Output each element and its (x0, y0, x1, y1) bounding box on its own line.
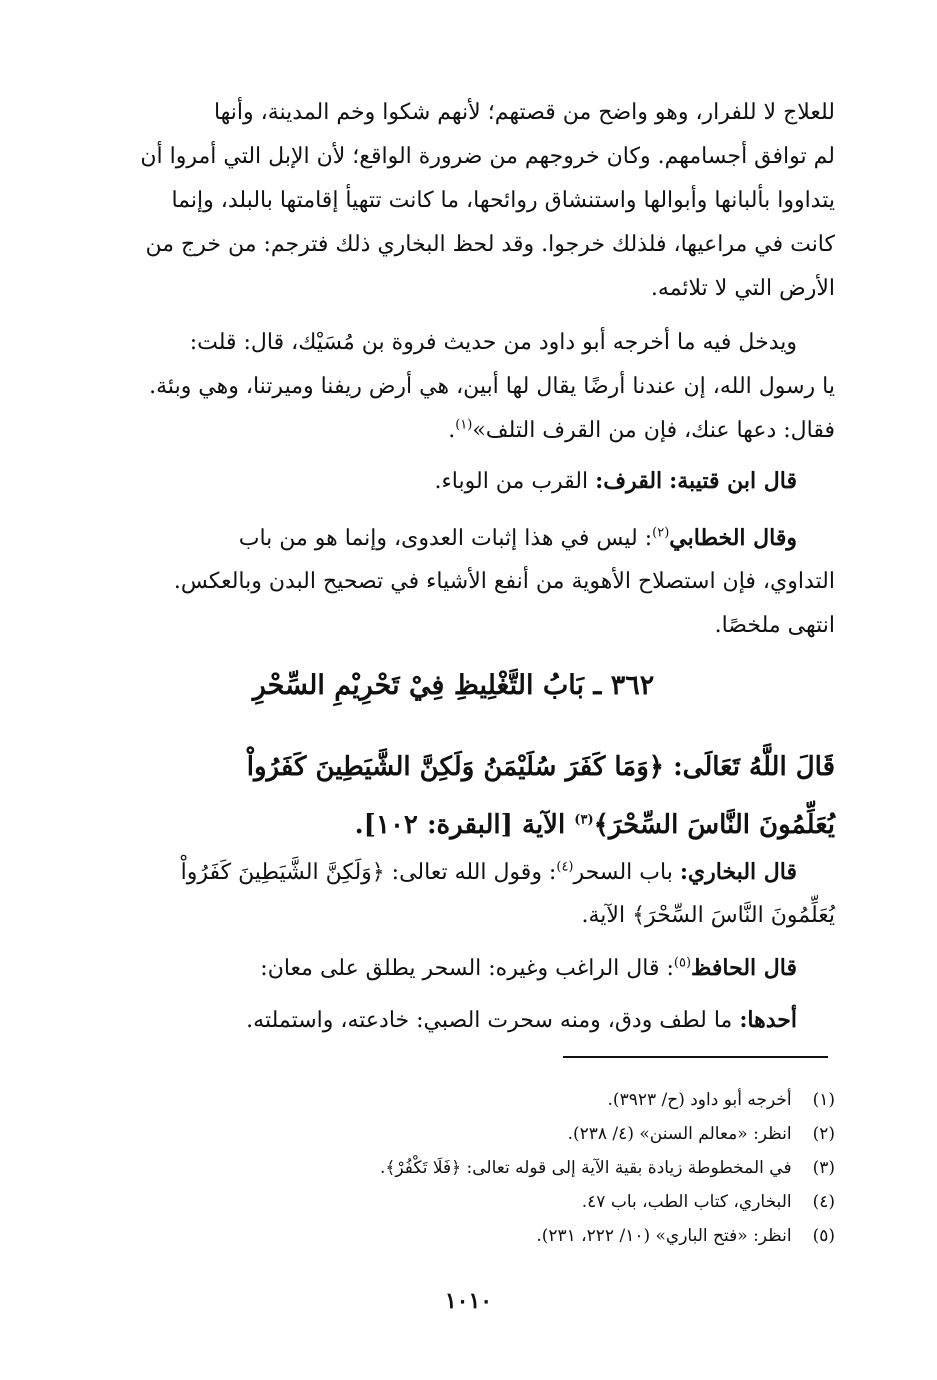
speaker-label: وقال الخطابي (669, 525, 797, 551)
hadith-text: فقال: دعها عنك، فإن من القرف التلف» (472, 418, 835, 443)
footnote-ref: (٤) (556, 859, 574, 875)
verse-line (72, 796, 835, 854)
verse-text: يُعَلِّمُونَ النَّاسَ السِّحْرَ﴾ (593, 810, 835, 840)
text-line (72, 946, 835, 990)
quote-text: : وقول الله تعالى: ﴿وَلَكِنَّ الشَّيَطِينَ كَفَرُواْ (180, 860, 557, 885)
speaker-label: قال البخاري: (679, 859, 797, 885)
quran-verse (72, 738, 835, 854)
footnote-text: انظر: «فتح الباري» (١٠/ ٢٢٢، ٢٣١). (536, 1226, 792, 1246)
text-line: كانت في مراعيها، فلذلك خرجوا. وقد لحظ البخاري ذلك فترجم: من خرج من (145, 232, 835, 257)
chapter-heading: ٣٦٢ ـ بَابُ التَّغْلِيظِ فِيْ تَحْرِيْمِ السِّحْرِ (252, 670, 655, 701)
footnote-item (72, 1117, 835, 1151)
text-line: لم توافق أجسامهم. وكان خروجهم من ضرورة الواقع؛ لأن الإبل التي أمروا أن (140, 144, 835, 169)
item-text: ما لطف ودق، ومنه سحرت الصبي: خادعته، واستملته. (246, 1008, 740, 1033)
verse-line: قَالَ اللَّهُ تَعَالَى: ﴿وَمَا كَفَرَ سُلَيْمَنُ وَلَكِنَّ الشَّيَطِينَ كَفَرُواْ (246, 752, 835, 782)
text-line (72, 516, 835, 560)
footnote-item (72, 1083, 835, 1117)
khattabi-paragraph (72, 516, 835, 648)
text-line (72, 409, 835, 453)
footnote-ref: (٣) (574, 812, 594, 828)
speaker-label: قال الحافظ (691, 955, 797, 981)
item-label: أحدها: (739, 1007, 797, 1033)
text-line (72, 850, 835, 894)
footnote-text: انظر: «معالم السنن» (٤/ ٢٣٨). (567, 1124, 792, 1144)
footnote-ref: (٢) (652, 525, 670, 541)
chapter-text: باب السحر (573, 860, 680, 885)
intro-paragraph (72, 91, 835, 311)
qutayba-paragraph (72, 459, 835, 503)
page-number: ١٠١٠ (444, 1288, 493, 1314)
text-line: يُعَلِّمُونَ النَّاسَ السِّحْرَ﴾ الآية. (581, 903, 835, 928)
definition-text: القرب من الوباء. (434, 469, 589, 494)
verse-citation: الآية [البقرة: ١٠٢]. (354, 810, 575, 840)
footnote-number: (٣) (812, 1158, 835, 1178)
footnote-item (72, 1219, 835, 1253)
hafiz-paragraph (72, 946, 835, 990)
bukhari-paragraph (72, 850, 835, 938)
footnote-number: (٢) (812, 1124, 835, 1144)
footnote-number: (٤) (812, 1192, 835, 1212)
footnote-text: البخاري، كتاب الطب، باب ٤٧. (581, 1192, 792, 1212)
footnote-item (72, 1151, 835, 1185)
footnote-ref: (٥) (673, 955, 692, 971)
speaker-label: قال ابن قتيبة: (669, 468, 797, 494)
term-label: القرف: (595, 468, 663, 494)
quote-text: : قال الراغب وغيره: السحر يطلق على معان: (260, 956, 674, 981)
first-meaning-paragraph (72, 998, 835, 1042)
hadith-paragraph (72, 321, 835, 453)
footnotes (72, 1083, 835, 1253)
period: . (448, 418, 456, 443)
footnote-number: (٥) (812, 1226, 835, 1246)
footnote-text: أخرجه أبو داود (ح/ ٣٩٢٣). (607, 1090, 792, 1110)
text-line (72, 998, 835, 1042)
text-line: التداوي، فإن استصلاح الأهوية من أنفع الأشياء في تصحيح البدن وبالعكس. (173, 569, 835, 594)
footnote-item (72, 1185, 835, 1219)
footnote-text: في المخطوطة زيادة بقية الآية إلى قوله تعالى: ﴿فَلَا تَكْفُرْ﴾. (379, 1158, 792, 1178)
quote-text: : ليس في هذا إثبات العدوى، وإنما هو من باب (238, 526, 653, 551)
footnote-separator (563, 1056, 828, 1058)
text-line: يا رسول الله، إن عندنا أرضًا يقال لها أبين، هي أرض ريفنا وميرتنا، وهي وبئة. (149, 374, 835, 399)
text-line (72, 459, 835, 503)
text-line: الأرض التي لا تلائمه. (650, 276, 835, 301)
text-line: انتهى ملخصًا. (714, 613, 835, 638)
text-line: يتداووا بألبانها وأبوالها واستنشاق روائحها، ما كانت تتهيأ إقامتها بالبلد، وإنما (171, 188, 835, 213)
footnote-ref: (١) (455, 417, 473, 433)
footnote-number: (١) (812, 1090, 835, 1110)
text-line: للعلاج لا للفرار، وهو واضح من قصتهم؛ لأنهم شكوا وخم المدينة، وأنها (213, 100, 835, 125)
text-line: ويدخل فيه ما أخرجه أبو داود من حديث فروة بن مُسَيْك، قال: قلت: (189, 330, 797, 355)
